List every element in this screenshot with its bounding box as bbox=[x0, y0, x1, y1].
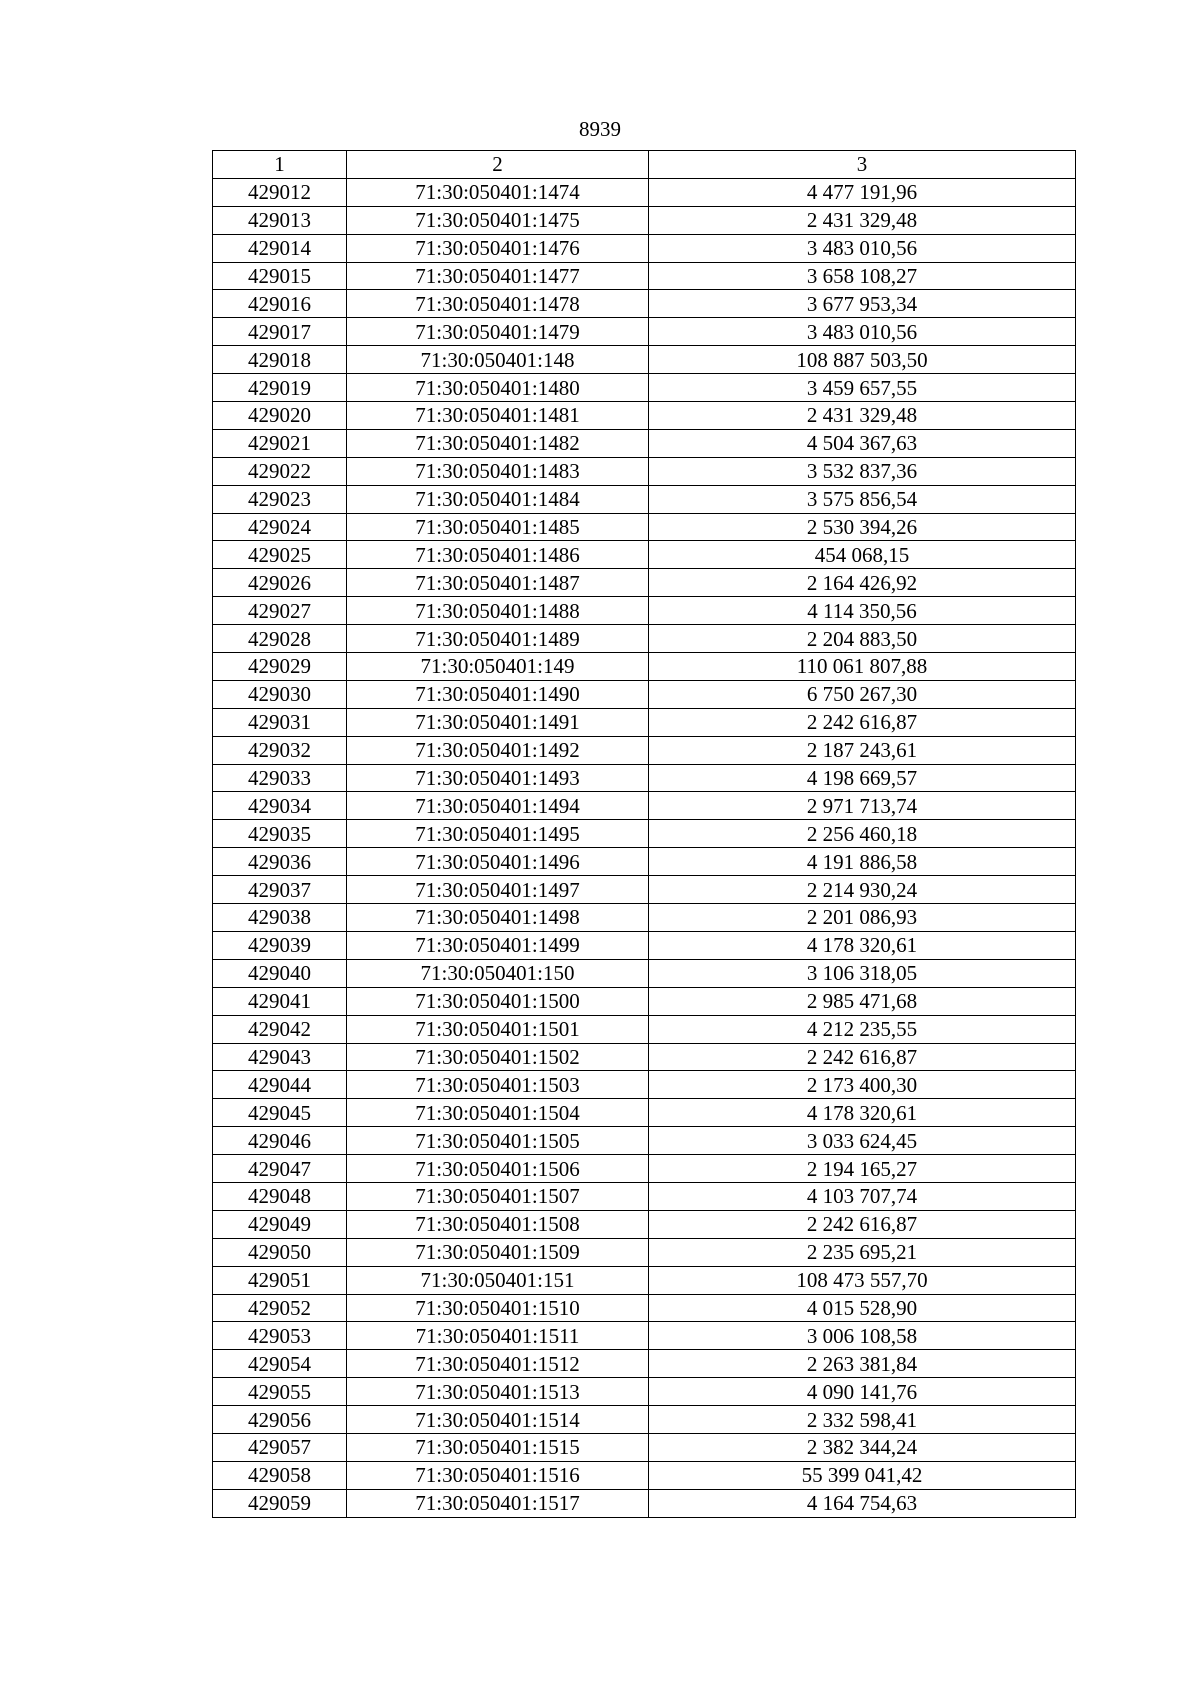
cadastral-number-cell: 71:30:050401:1506 bbox=[347, 1155, 649, 1183]
cadastral-number-cell: 71:30:050401:1488 bbox=[347, 597, 649, 625]
cadastral-number-cell: 71:30:050401:1509 bbox=[347, 1238, 649, 1266]
value-cell: 4 164 754,63 bbox=[649, 1489, 1076, 1517]
row-number-cell: 429036 bbox=[213, 848, 347, 876]
cadastral-number-cell: 71:30:050401:1487 bbox=[347, 569, 649, 597]
table-row bbox=[213, 1071, 1076, 1099]
table-row bbox=[213, 402, 1076, 430]
table-row bbox=[213, 1015, 1076, 1043]
cadastral-number-cell: 71:30:050401:148 bbox=[347, 346, 649, 374]
value-cell: 2 242 616,87 bbox=[649, 1210, 1076, 1238]
table-row bbox=[213, 820, 1076, 848]
value-cell: 2 382 344,24 bbox=[649, 1433, 1076, 1461]
value-cell: 4 114 350,56 bbox=[649, 597, 1076, 625]
value-cell: 2 431 329,48 bbox=[649, 402, 1076, 430]
cadastral-number-cell: 71:30:050401:151 bbox=[347, 1266, 649, 1294]
page-number: 8939 bbox=[579, 117, 621, 141]
row-number-cell: 429044 bbox=[213, 1071, 347, 1099]
table-row bbox=[213, 1210, 1076, 1238]
row-number-cell: 429023 bbox=[213, 485, 347, 513]
table-row bbox=[213, 429, 1076, 457]
table-row bbox=[213, 513, 1076, 541]
header-row bbox=[213, 151, 1076, 179]
value-cell: 2 187 243,61 bbox=[649, 736, 1076, 764]
cadastral-number-cell: 71:30:050401:1512 bbox=[347, 1350, 649, 1378]
cadastral-number-cell: 71:30:050401:1490 bbox=[347, 680, 649, 708]
row-number-cell: 429013 bbox=[213, 206, 347, 234]
row-number-cell: 429058 bbox=[213, 1461, 347, 1489]
value-cell: 4 477 191,96 bbox=[649, 178, 1076, 206]
row-number-cell: 429047 bbox=[213, 1155, 347, 1183]
value-cell: 4 504 367,63 bbox=[649, 429, 1076, 457]
row-number-cell: 429030 bbox=[213, 680, 347, 708]
value-cell: 3 459 657,55 bbox=[649, 374, 1076, 402]
table-row bbox=[213, 1378, 1076, 1406]
row-number-cell: 429031 bbox=[213, 708, 347, 736]
row-number-cell: 429043 bbox=[213, 1043, 347, 1071]
table-row bbox=[213, 1461, 1076, 1489]
table-row bbox=[213, 206, 1076, 234]
cadastral-number-cell: 71:30:050401:1497 bbox=[347, 876, 649, 904]
value-cell: 3 532 837,36 bbox=[649, 457, 1076, 485]
value-cell: 2 985 471,68 bbox=[649, 987, 1076, 1015]
table-row bbox=[213, 1294, 1076, 1322]
row-number-cell: 429052 bbox=[213, 1294, 347, 1322]
table-row bbox=[213, 1489, 1076, 1517]
row-number-cell: 429019 bbox=[213, 374, 347, 402]
header-cell-col3: 3 bbox=[649, 151, 1076, 179]
row-number-cell: 429020 bbox=[213, 402, 347, 430]
table-row bbox=[213, 541, 1076, 569]
row-number-cell: 429027 bbox=[213, 597, 347, 625]
row-number-cell: 429042 bbox=[213, 1015, 347, 1043]
table-header bbox=[213, 151, 1076, 179]
value-cell: 55 399 041,42 bbox=[649, 1461, 1076, 1489]
value-cell: 4 212 235,55 bbox=[649, 1015, 1076, 1043]
table-row bbox=[213, 792, 1076, 820]
row-number-cell: 429015 bbox=[213, 262, 347, 290]
value-cell: 4 015 528,90 bbox=[649, 1294, 1076, 1322]
cadastral-number-cell: 71:30:050401:1494 bbox=[347, 792, 649, 820]
table-row bbox=[213, 1238, 1076, 1266]
row-number-cell: 429022 bbox=[213, 457, 347, 485]
cadastral-number-cell: 71:30:050401:1505 bbox=[347, 1127, 649, 1155]
row-number-cell: 429039 bbox=[213, 931, 347, 959]
table-row bbox=[213, 1266, 1076, 1294]
table-row bbox=[213, 1155, 1076, 1183]
value-cell: 2 242 616,87 bbox=[649, 1043, 1076, 1071]
value-cell: 6 750 267,30 bbox=[649, 680, 1076, 708]
row-number-cell: 429021 bbox=[213, 429, 347, 457]
row-number-cell: 429018 bbox=[213, 346, 347, 374]
row-number-cell: 429040 bbox=[213, 959, 347, 987]
row-number-cell: 429012 bbox=[213, 178, 347, 206]
table-row bbox=[213, 569, 1076, 597]
row-number-cell: 429025 bbox=[213, 541, 347, 569]
row-number-cell: 429041 bbox=[213, 987, 347, 1015]
value-cell: 3 575 856,54 bbox=[649, 485, 1076, 513]
header-cell-col2: 2 bbox=[347, 151, 649, 179]
table-row bbox=[213, 625, 1076, 653]
cadastral-number-cell: 71:30:050401:150 bbox=[347, 959, 649, 987]
value-cell: 3 006 108,58 bbox=[649, 1322, 1076, 1350]
value-cell: 2 164 426,92 bbox=[649, 569, 1076, 597]
table-row bbox=[213, 318, 1076, 346]
row-number-cell: 429059 bbox=[213, 1489, 347, 1517]
row-number-cell: 429026 bbox=[213, 569, 347, 597]
row-number-cell: 429054 bbox=[213, 1350, 347, 1378]
row-number-cell: 429049 bbox=[213, 1210, 347, 1238]
cadastral-number-cell: 71:30:050401:1504 bbox=[347, 1099, 649, 1127]
row-number-cell: 429037 bbox=[213, 876, 347, 904]
cadastral-number-cell: 71:30:050401:1489 bbox=[347, 625, 649, 653]
value-cell: 3 033 624,45 bbox=[649, 1127, 1076, 1155]
table-row bbox=[213, 1099, 1076, 1127]
value-cell: 3 658 108,27 bbox=[649, 262, 1076, 290]
value-cell: 2 431 329,48 bbox=[649, 206, 1076, 234]
table-row bbox=[213, 1043, 1076, 1071]
cadastral-number-cell: 71:30:050401:1491 bbox=[347, 708, 649, 736]
value-cell: 108 473 557,70 bbox=[649, 1266, 1076, 1294]
row-number-cell: 429050 bbox=[213, 1238, 347, 1266]
value-cell: 3 106 318,05 bbox=[649, 959, 1076, 987]
value-cell: 2 530 394,26 bbox=[649, 513, 1076, 541]
row-number-cell: 429056 bbox=[213, 1406, 347, 1434]
table-row bbox=[213, 1322, 1076, 1350]
value-cell: 110 061 807,88 bbox=[649, 653, 1076, 681]
cadastral-number-cell: 71:30:050401:1495 bbox=[347, 820, 649, 848]
cadastral-number-cell: 71:30:050401:1485 bbox=[347, 513, 649, 541]
row-number-cell: 429046 bbox=[213, 1127, 347, 1155]
cadastral-number-cell: 71:30:050401:1511 bbox=[347, 1322, 649, 1350]
value-cell: 2 235 695,21 bbox=[649, 1238, 1076, 1266]
value-cell: 3 483 010,56 bbox=[649, 234, 1076, 262]
table-row bbox=[213, 1127, 1076, 1155]
value-cell: 4 178 320,61 bbox=[649, 1099, 1076, 1127]
table-row bbox=[213, 848, 1076, 876]
row-number-cell: 429024 bbox=[213, 513, 347, 541]
row-number-cell: 429014 bbox=[213, 234, 347, 262]
value-cell: 2 263 381,84 bbox=[649, 1350, 1076, 1378]
cadastral-number-cell: 71:30:050401:1482 bbox=[347, 429, 649, 457]
value-cell: 4 103 707,74 bbox=[649, 1182, 1076, 1210]
cadastral-number-cell: 71:30:050401:1507 bbox=[347, 1182, 649, 1210]
table-row bbox=[213, 290, 1076, 318]
cadastral-number-cell: 71:30:050401:1496 bbox=[347, 848, 649, 876]
cadastral-number-cell: 71:30:050401:1492 bbox=[347, 736, 649, 764]
cadastral-number-cell: 71:30:050401:1483 bbox=[347, 457, 649, 485]
cadastral-number-cell: 71:30:050401:1481 bbox=[347, 402, 649, 430]
cadastral-number-cell: 71:30:050401:1493 bbox=[347, 764, 649, 792]
table-row bbox=[213, 736, 1076, 764]
row-number-cell: 429055 bbox=[213, 1378, 347, 1406]
value-cell: 108 887 503,50 bbox=[649, 346, 1076, 374]
table-row bbox=[213, 1350, 1076, 1378]
table-row bbox=[213, 485, 1076, 513]
cadastral-number-cell: 71:30:050401:1502 bbox=[347, 1043, 649, 1071]
table-row bbox=[213, 346, 1076, 374]
table-row bbox=[213, 374, 1076, 402]
table-row bbox=[213, 708, 1076, 736]
cadastral-number-cell: 71:30:050401:1486 bbox=[347, 541, 649, 569]
value-cell: 4 191 886,58 bbox=[649, 848, 1076, 876]
row-number-cell: 429038 bbox=[213, 904, 347, 932]
cadastral-number-cell: 71:30:050401:1500 bbox=[347, 987, 649, 1015]
value-cell: 454 068,15 bbox=[649, 541, 1076, 569]
table-row bbox=[213, 1182, 1076, 1210]
row-number-cell: 429029 bbox=[213, 653, 347, 681]
table-body bbox=[213, 178, 1076, 1517]
table-row bbox=[213, 1406, 1076, 1434]
row-number-cell: 429045 bbox=[213, 1099, 347, 1127]
table-row bbox=[213, 764, 1076, 792]
cadastral-number-cell: 71:30:050401:1514 bbox=[347, 1406, 649, 1434]
value-cell: 2 204 883,50 bbox=[649, 625, 1076, 653]
row-number-cell: 429016 bbox=[213, 290, 347, 318]
cadastral-number-cell: 71:30:050401:1501 bbox=[347, 1015, 649, 1043]
table-row bbox=[213, 262, 1076, 290]
cadastral-number-cell: 71:30:050401:1503 bbox=[347, 1071, 649, 1099]
value-cell: 2 242 616,87 bbox=[649, 708, 1076, 736]
value-cell: 4 198 669,57 bbox=[649, 764, 1076, 792]
value-cell: 3 483 010,56 bbox=[649, 318, 1076, 346]
data-table bbox=[212, 150, 1076, 1518]
value-cell: 2 201 086,93 bbox=[649, 904, 1076, 932]
table-row bbox=[213, 178, 1076, 206]
table-row bbox=[213, 931, 1076, 959]
cadastral-number-cell: 71:30:050401:1480 bbox=[347, 374, 649, 402]
value-cell: 3 677 953,34 bbox=[649, 290, 1076, 318]
value-cell: 2 971 713,74 bbox=[649, 792, 1076, 820]
table-row bbox=[213, 234, 1076, 262]
table-row bbox=[213, 457, 1076, 485]
row-number-cell: 429028 bbox=[213, 625, 347, 653]
table-row bbox=[213, 597, 1076, 625]
cadastral-number-cell: 71:30:050401:1508 bbox=[347, 1210, 649, 1238]
value-cell: 2 214 930,24 bbox=[649, 876, 1076, 904]
row-number-cell: 429048 bbox=[213, 1182, 347, 1210]
table-row bbox=[213, 876, 1076, 904]
table-row bbox=[213, 904, 1076, 932]
cadastral-number-cell: 71:30:050401:1517 bbox=[347, 1489, 649, 1517]
table-row bbox=[213, 959, 1076, 987]
value-cell: 2 194 165,27 bbox=[649, 1155, 1076, 1183]
value-cell: 4 090 141,76 bbox=[649, 1378, 1076, 1406]
row-number-cell: 429053 bbox=[213, 1322, 347, 1350]
cadastral-number-cell: 71:30:050401:1516 bbox=[347, 1461, 649, 1489]
row-number-cell: 429057 bbox=[213, 1433, 347, 1461]
cadastral-number-cell: 71:30:050401:1484 bbox=[347, 485, 649, 513]
value-cell: 2 332 598,41 bbox=[649, 1406, 1076, 1434]
row-number-cell: 429033 bbox=[213, 764, 347, 792]
cadastral-number-cell: 71:30:050401:1474 bbox=[347, 178, 649, 206]
value-cell: 2 173 400,30 bbox=[649, 1071, 1076, 1099]
value-cell: 2 256 460,18 bbox=[649, 820, 1076, 848]
value-cell: 4 178 320,61 bbox=[649, 931, 1076, 959]
cadastral-number-cell: 71:30:050401:1499 bbox=[347, 931, 649, 959]
cadastral-number-cell: 71:30:050401:149 bbox=[347, 653, 649, 681]
table-row bbox=[213, 987, 1076, 1015]
row-number-cell: 429051 bbox=[213, 1266, 347, 1294]
cadastral-number-cell: 71:30:050401:1513 bbox=[347, 1378, 649, 1406]
row-number-cell: 429017 bbox=[213, 318, 347, 346]
cadastral-number-cell: 71:30:050401:1478 bbox=[347, 290, 649, 318]
cadastral-number-cell: 71:30:050401:1475 bbox=[347, 206, 649, 234]
table-row bbox=[213, 653, 1076, 681]
row-number-cell: 429032 bbox=[213, 736, 347, 764]
row-number-cell: 429035 bbox=[213, 820, 347, 848]
header-cell-col1: 1 bbox=[213, 151, 347, 179]
cadastral-number-cell: 71:30:050401:1510 bbox=[347, 1294, 649, 1322]
cadastral-number-cell: 71:30:050401:1476 bbox=[347, 234, 649, 262]
cadastral-number-cell: 71:30:050401:1498 bbox=[347, 904, 649, 932]
cadastral-number-cell: 71:30:050401:1479 bbox=[347, 318, 649, 346]
cadastral-number-cell: 71:30:050401:1477 bbox=[347, 262, 649, 290]
row-number-cell: 429034 bbox=[213, 792, 347, 820]
table-row bbox=[213, 1433, 1076, 1461]
table-row bbox=[213, 680, 1076, 708]
cadastral-number-cell: 71:30:050401:1515 bbox=[347, 1433, 649, 1461]
